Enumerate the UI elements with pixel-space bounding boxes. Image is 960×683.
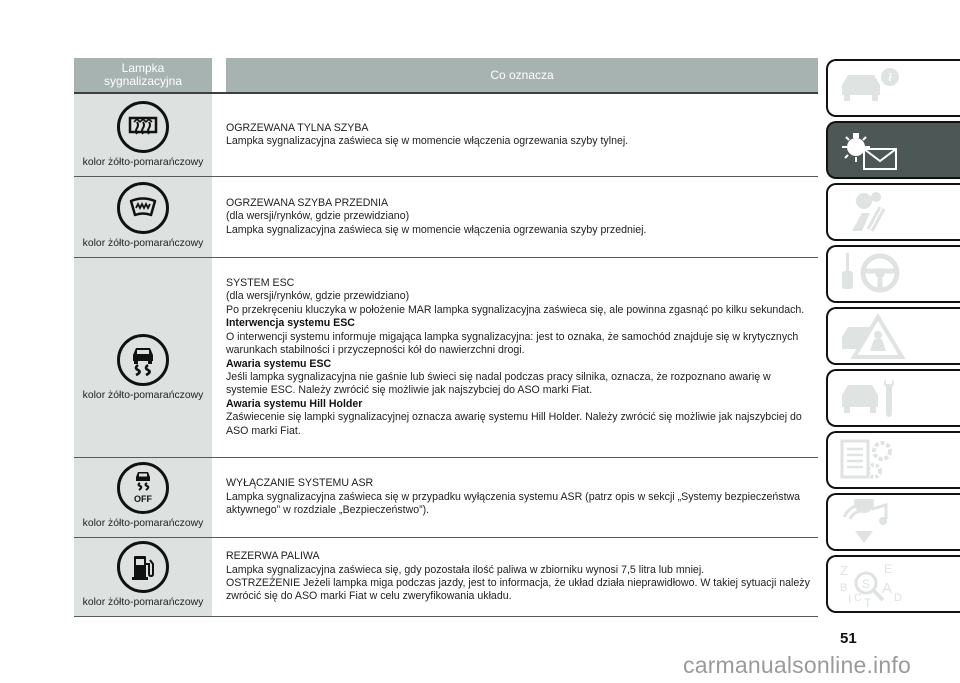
car-info-icon: [834, 65, 914, 111]
page-number: 51: [840, 630, 857, 647]
tab-multimedia[interactable]: [826, 493, 960, 551]
row-text: Po przekręceniu kluczyka w położenie MAR lampka sygnalizacyjna zaświeca się, ale powinna zgasnąć po kilku sekundach.: [226, 303, 805, 316]
svg-text:C: C: [854, 592, 862, 604]
row-text: Lampka sygnalizacyjna zaświeca się w momencie włączenia ogrzewania szyby przedniej.: [226, 223, 647, 236]
tab-warning-lights[interactable]: [826, 121, 960, 179]
table-row: [74, 258, 818, 458]
subheading-esc-failure: Awaria systemu ESC: [226, 357, 332, 370]
svg-text:T: T: [864, 596, 872, 607]
color-label: kolor żółto-pomarańczowy: [82, 518, 204, 529]
index-icon: [834, 561, 914, 607]
windshield-defrost-icon: [117, 182, 169, 234]
row-text: Jeśli lampka sygnalizacyjna nie gaśnie lub świeci się nadal podczas pracy silnika, oznacza, że rozpoznano awarię w systemie ESC. Należy zwrócić się możliwie jak najszybciej do ASO marki Fiat.: [226, 370, 771, 397]
header-meaning: Co oznacza: [226, 58, 818, 92]
svg-text:B: B: [840, 582, 848, 594]
icon-cell: [74, 177, 212, 257]
svg-text:I: I: [848, 592, 852, 606]
key-steering-wheel-icon: [834, 251, 914, 297]
svg-text:D: D: [894, 592, 902, 604]
table-row: [74, 177, 818, 258]
color-label: kolor żółto-pomarańczowy: [82, 157, 204, 168]
fuel-reserve-icon: [117, 541, 169, 593]
description-cell: [226, 458, 818, 537]
technical-data-icon: [834, 437, 914, 483]
svg-text:E: E: [884, 562, 893, 576]
row-title: OGRZEWANA SZYBA PRZEDNIA: [226, 196, 389, 209]
tab-emergency[interactable]: [826, 307, 960, 365]
watermark: carmanualsonline.info: [683, 652, 911, 678]
multimedia-icon: [834, 499, 914, 545]
svg-text:OFF: OFF: [134, 494, 152, 504]
row-text: O interwencji systemu informuje migająca lampka sygnalizacyjna: jest to oznaka, że samochód znajduje się w krytycznych warunkach stabilności i przyczepności kół do nawierzchni drogi.: [226, 330, 799, 357]
svg-text:A: A: [882, 580, 893, 597]
description-cell: [226, 177, 818, 257]
table-header: [74, 58, 818, 94]
row-text: (dla wersji/rynków, gdzie przewidziano): [226, 290, 410, 303]
esc-skid-icon: [117, 334, 169, 386]
color-label: kolor żółto-pomarańczowy: [82, 390, 204, 401]
tab-index[interactable]: [826, 555, 960, 613]
row-text: (dla wersji/rynków, gdzie przewidziano): [226, 210, 410, 223]
table-row: [74, 458, 818, 538]
row-title: REZERWA PALIWA: [226, 550, 320, 563]
color-label: kolor żółto-pomarańczowy: [82, 238, 204, 249]
safety-airbag-icon: [834, 189, 914, 235]
table-row: [74, 538, 818, 617]
tab-starting-driving[interactable]: [826, 245, 960, 303]
row-title: SYSTEM ESC: [226, 277, 295, 290]
header-warning-light: [74, 58, 212, 92]
tab-safety[interactable]: [826, 183, 960, 241]
description-cell: [226, 258, 818, 457]
icon-cell: [74, 94, 212, 176]
header-col1-line2: sygnalizacyjna: [103, 74, 183, 88]
warning-lights-messages-icon: [834, 127, 914, 173]
description-cell: [226, 94, 818, 176]
tab-maintenance[interactable]: [826, 369, 960, 427]
maintenance-icon: [834, 375, 914, 421]
warning-lights-table: [74, 58, 818, 617]
row-text: OSTRZEŻENIE Jeżeli lampka miga podczas jazdy, jest to informacja, że układ działa nieprawidłowo. W takiej sytuacji należy zwrócić się do ASO marki Fiat w celu zweryfikowania układu.: [226, 577, 810, 603]
subheading-hill-holder-failure: Awaria systemu Hill Holder: [226, 397, 363, 410]
asr-off-icon: [117, 462, 169, 514]
icon-cell: [74, 538, 212, 616]
svg-text:Z: Z: [840, 563, 848, 578]
svg-text:S: S: [862, 577, 871, 591]
row-text: Zaświecenie się lampki sygnalizacyjnej oznacza awarię systemu Hill Holder. Należy zwrócić się możliwie jak najszybciej do ASO marki Fiat.: [226, 411, 802, 437]
row-title: OGRZEWANA TYLNA SZYBA: [226, 121, 369, 134]
table-row: [74, 94, 818, 177]
chapter-tabs: [826, 59, 960, 617]
icon-cell: [74, 258, 212, 457]
color-label: kolor żółto-pomarańczowy: [82, 597, 204, 608]
row-text: Lampka sygnalizacyjna zaświeca się, gdy pozostała ilość paliwa w zbiorniku wynosi 7,5 litra lub mniej.: [226, 563, 705, 576]
emergency-icon: [834, 313, 914, 359]
row-text: Lampka sygnalizacyjna zaświeca się w przypadku wyłączenia systemu ASR (patrz opis w sekcji „Systemy bezpieczeństwa aktywnego” w rozdziale „Bezpieczeństwo”).: [226, 490, 801, 517]
description-cell: [226, 538, 818, 616]
row-title: WYŁĄCZANIE SYSTEMU ASR: [226, 477, 374, 490]
header-col1-line1: Lampka: [121, 61, 165, 75]
subheading-esc-intervention: Interwencja systemu ESC: [226, 317, 355, 330]
tab-technical-data[interactable]: [826, 431, 960, 489]
tab-car-info[interactable]: [826, 59, 960, 117]
row-text: Lampka sygnalizacyjna zaświeca się w momencie włączenia ogrzewania szyby tylnej.: [226, 135, 629, 147]
icon-cell: [74, 458, 212, 537]
rear-window-defrost-icon: [117, 101, 169, 153]
svg-text:i: i: [888, 70, 892, 84]
